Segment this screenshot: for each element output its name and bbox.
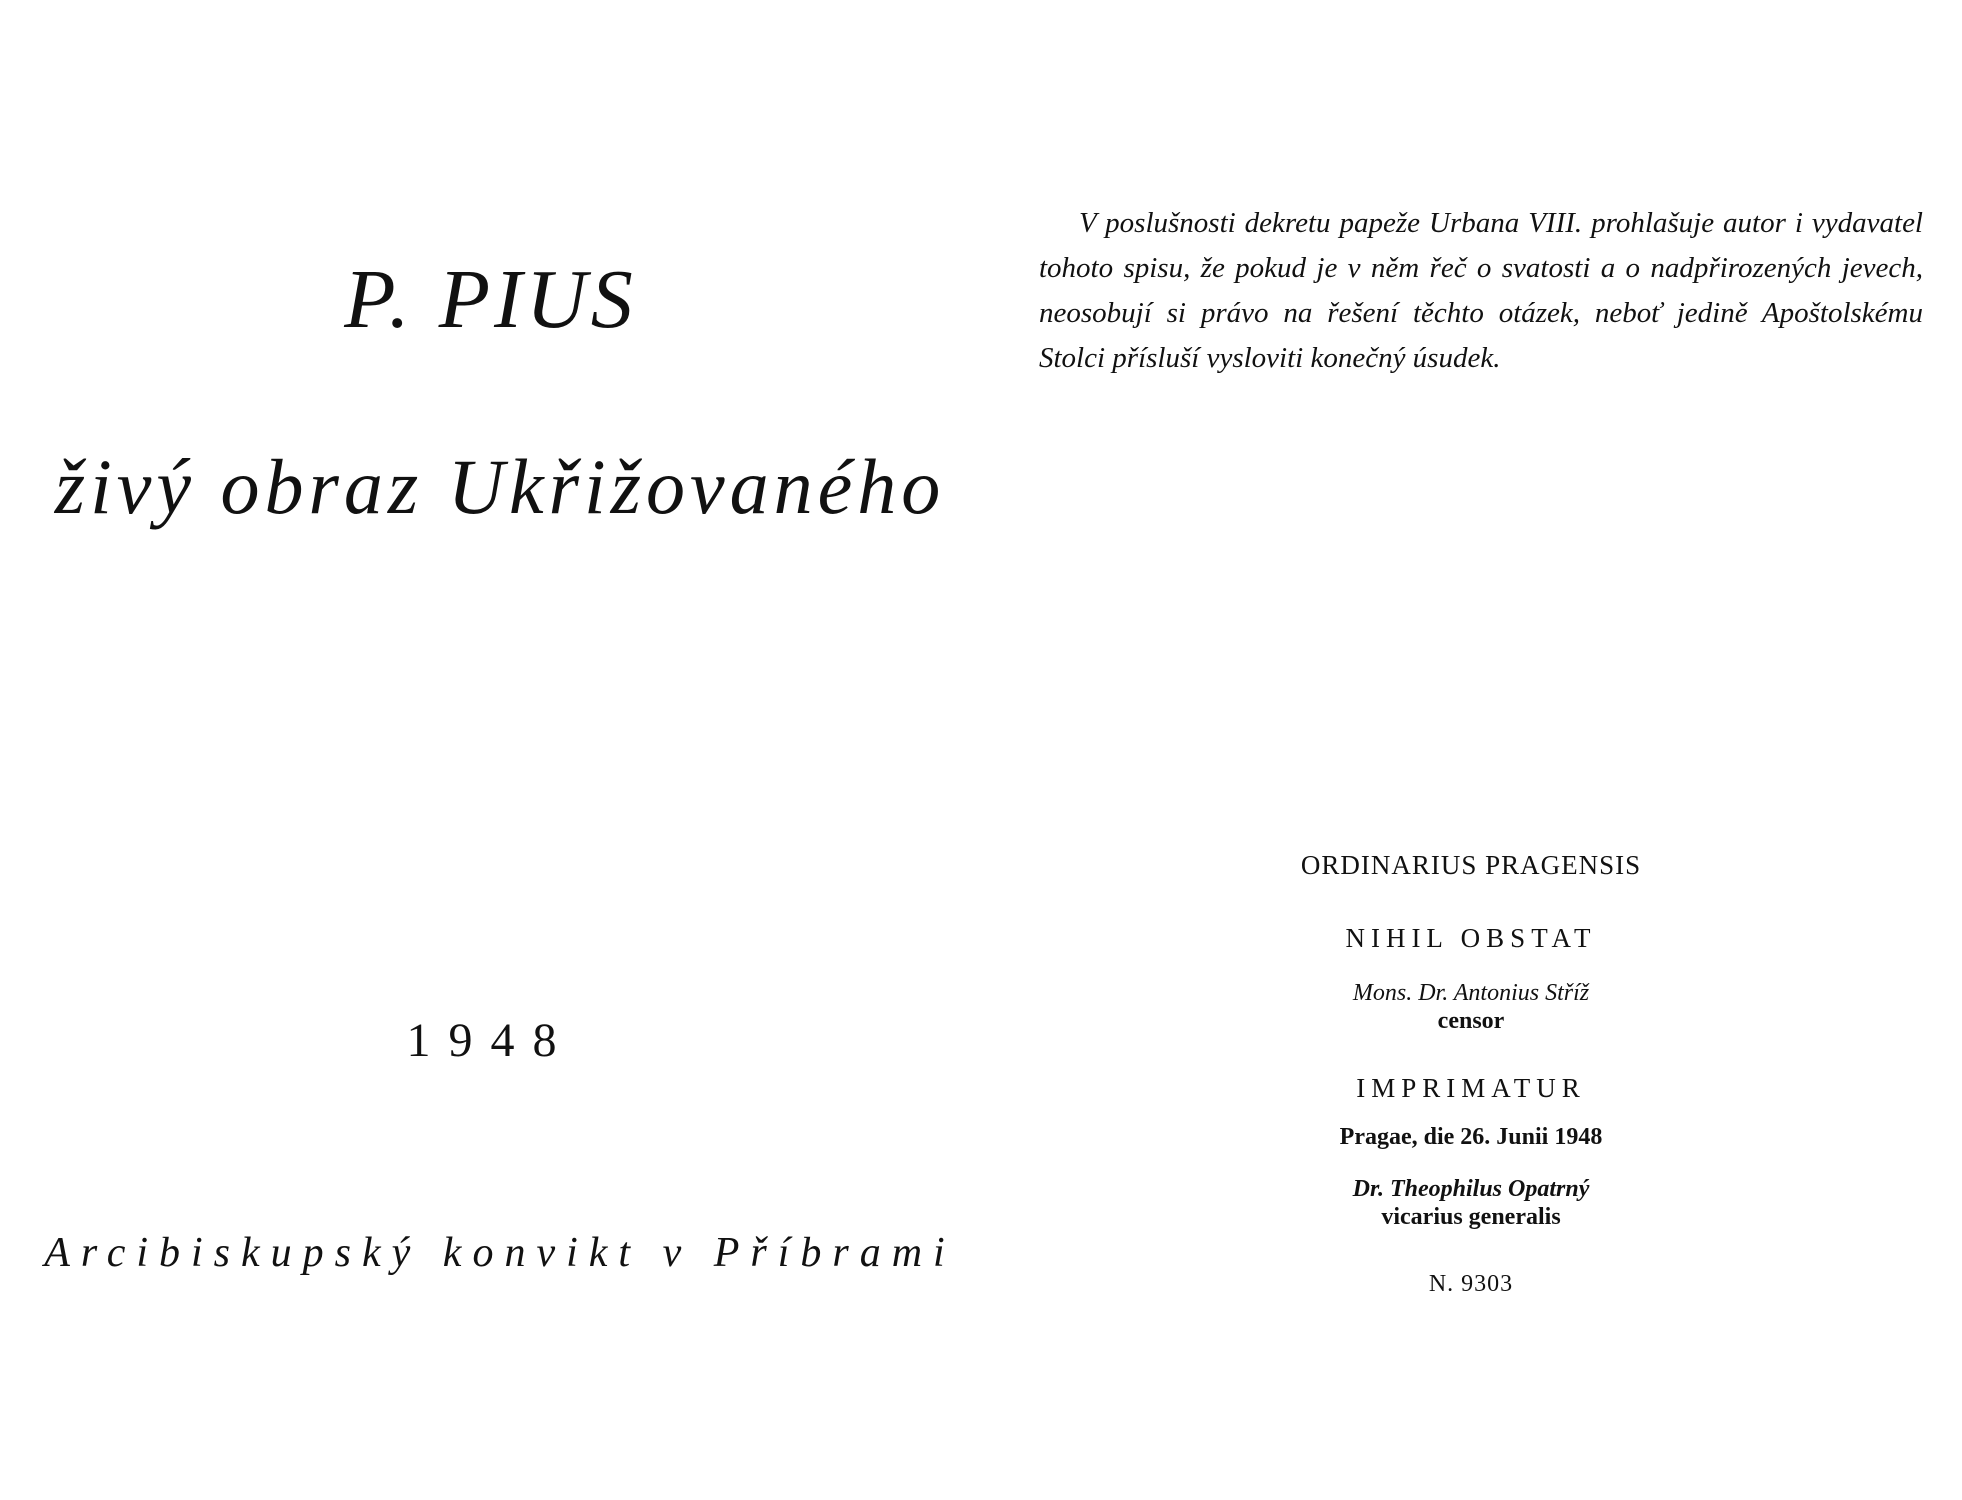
publication-year: 1948 — [406, 1014, 575, 1067]
nihil-obstat-heading: NIHIL OBSTAT — [1345, 923, 1597, 954]
ecclesiastical-approval — [1231, 850, 1711, 1299]
imprimatur-heading: IMPRIMATUR — [1356, 1073, 1586, 1104]
censor-name: Mons. Dr. Antonius Stříž — [1352, 980, 1590, 1007]
author-name: P. PIUS — [344, 253, 637, 346]
declaration-paragraph: V poslušnosti dekretu papeže Urbana VIII. prohlašuje autor i vydavatel tohoto spisu, že pokud je v něm řeč o svatosti a o nadpřirozených jevech, neosobují si právo na řešení těchto otázek, neboť jedině Apoštolskému Stolci přísluší vysloviti konečný úsudek. — [1039, 207, 1923, 374]
ordinarius-heading: ORDINARIUS PRAGENSIS — [1300, 850, 1642, 880]
imprimatur-place-date: Pragae, die 26. Junii 1948 — [1339, 1124, 1603, 1151]
censor-role: censor — [1437, 1007, 1505, 1034]
vicar-role: vicarius generalis — [1381, 1203, 1561, 1230]
book-title: živý obraz Ukřižovaného — [54, 443, 946, 530]
publisher: Arcibiskupský konvikt v Příbrami — [44, 1230, 956, 1276]
approval-number: N. 9303 — [1428, 1271, 1514, 1298]
vicar-name: Dr. Theophilus Opatrný — [1352, 1175, 1590, 1202]
right-page — [981, 0, 1962, 1500]
